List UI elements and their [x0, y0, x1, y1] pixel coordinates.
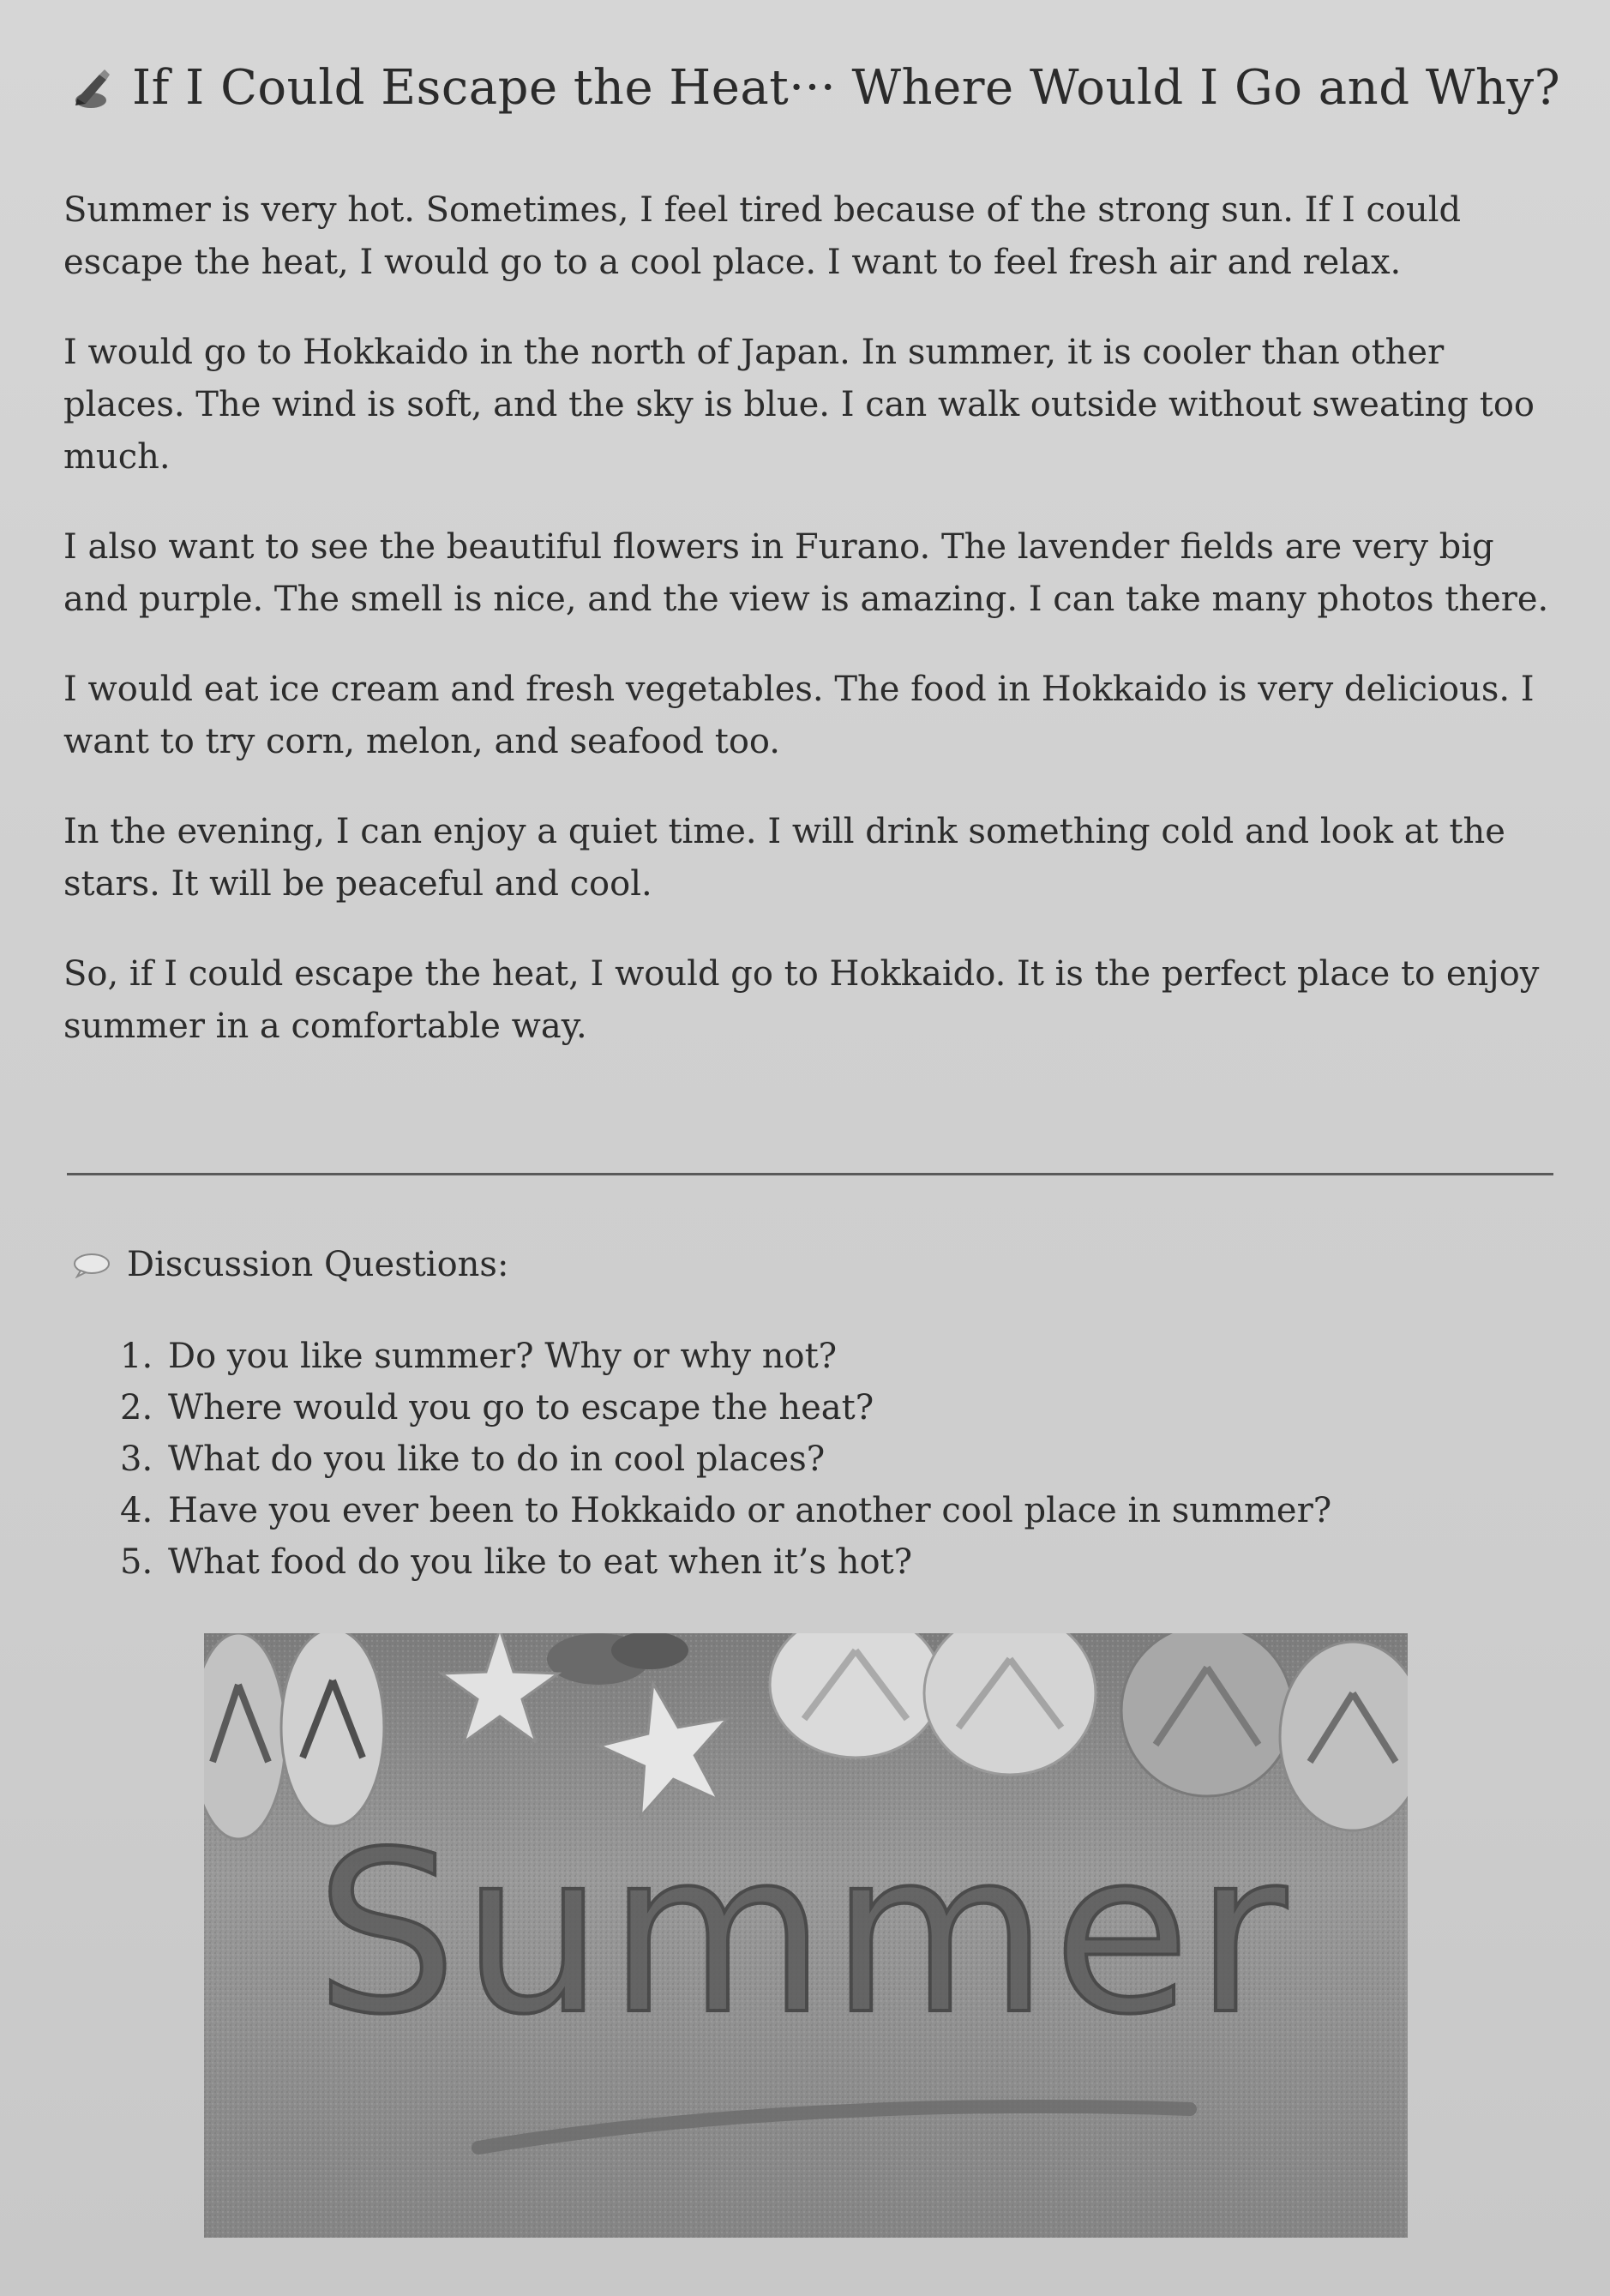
- list-item: [120, 1433, 1331, 1485]
- beach-illustration: [204, 1633, 1408, 2238]
- speech-bubble-icon: [72, 1251, 111, 1278]
- paragraph: Summer is very hot. Sometimes, I feel tired because of the strong sun. If I could escape the heat, I would go to a cool place. I want to feel fresh air and relax.: [63, 190, 1462, 282]
- question-list: [120, 1331, 1331, 1588]
- paragraph: In the evening, I can enjoy a quiet time. I will drink something cold and look at the stars. It will be peaceful and cool.: [63, 812, 1505, 904]
- section-divider: [67, 1173, 1553, 1175]
- flip-flop-left-2: [281, 1633, 384, 1826]
- question-number: 2.: [120, 1388, 153, 1427]
- question-number: 1.: [120, 1337, 153, 1376]
- paragraph: I would eat ice cream and fresh vegetables. The food in Hokkaido is very delicious. I want to try corn, melon, and seafood too.: [63, 670, 1535, 761]
- paragraph: I would go to Hokkaido in the north of Japan. In summer, it is cooler than other places. The wind is soft, and the sky is blue. I can walk outside without sweating too much.: [63, 333, 1535, 477]
- question-text: What do you like to do in cool places?: [168, 1440, 826, 1479]
- flip-flop-right-3: [1121, 1633, 1293, 1796]
- flip-flop-left-1: [204, 1633, 285, 1839]
- question-text: Have you ever been to Hokkaido or another cool place in summer?: [168, 1491, 1332, 1530]
- list-item: [120, 1382, 1331, 1433]
- paragraph: I also want to see the beautiful flowers in Furano. The lavender fields are very big and purple. The smell is nice, and the view is amazing. I can take many photos there.: [63, 527, 1549, 619]
- question-text: What food do you like to eat when it’s hot?: [168, 1542, 913, 1582]
- page-title: If I Could Escape the Heat··· Where Would I Go and Why?: [132, 60, 1561, 116]
- title-row: [69, 60, 1561, 116]
- writing-hand-icon: [69, 66, 113, 111]
- essay-body: [63, 184, 1555, 1091]
- paragraph: So, if I could escape the heat, I would go to Hokkaido. It is the perfect place to enjoy summer in a comfortable way.: [63, 954, 1540, 1046]
- discussion-header: [72, 1245, 508, 1284]
- question-number: 3.: [120, 1440, 153, 1479]
- question-text: Do you like summer? Why or why not?: [168, 1337, 838, 1376]
- sand-writing: Summer: [315, 1805, 1293, 2064]
- question-number: 4.: [120, 1491, 153, 1530]
- list-item: [120, 1485, 1331, 1536]
- list-item: [120, 1331, 1331, 1382]
- question-text: Where would you go to escape the heat?: [168, 1388, 874, 1427]
- summer-beach-photo: [204, 1633, 1408, 2238]
- discussion-title: Discussion Questions:: [127, 1245, 509, 1284]
- list-item: [120, 1536, 1331, 1588]
- question-number: 5.: [120, 1542, 153, 1582]
